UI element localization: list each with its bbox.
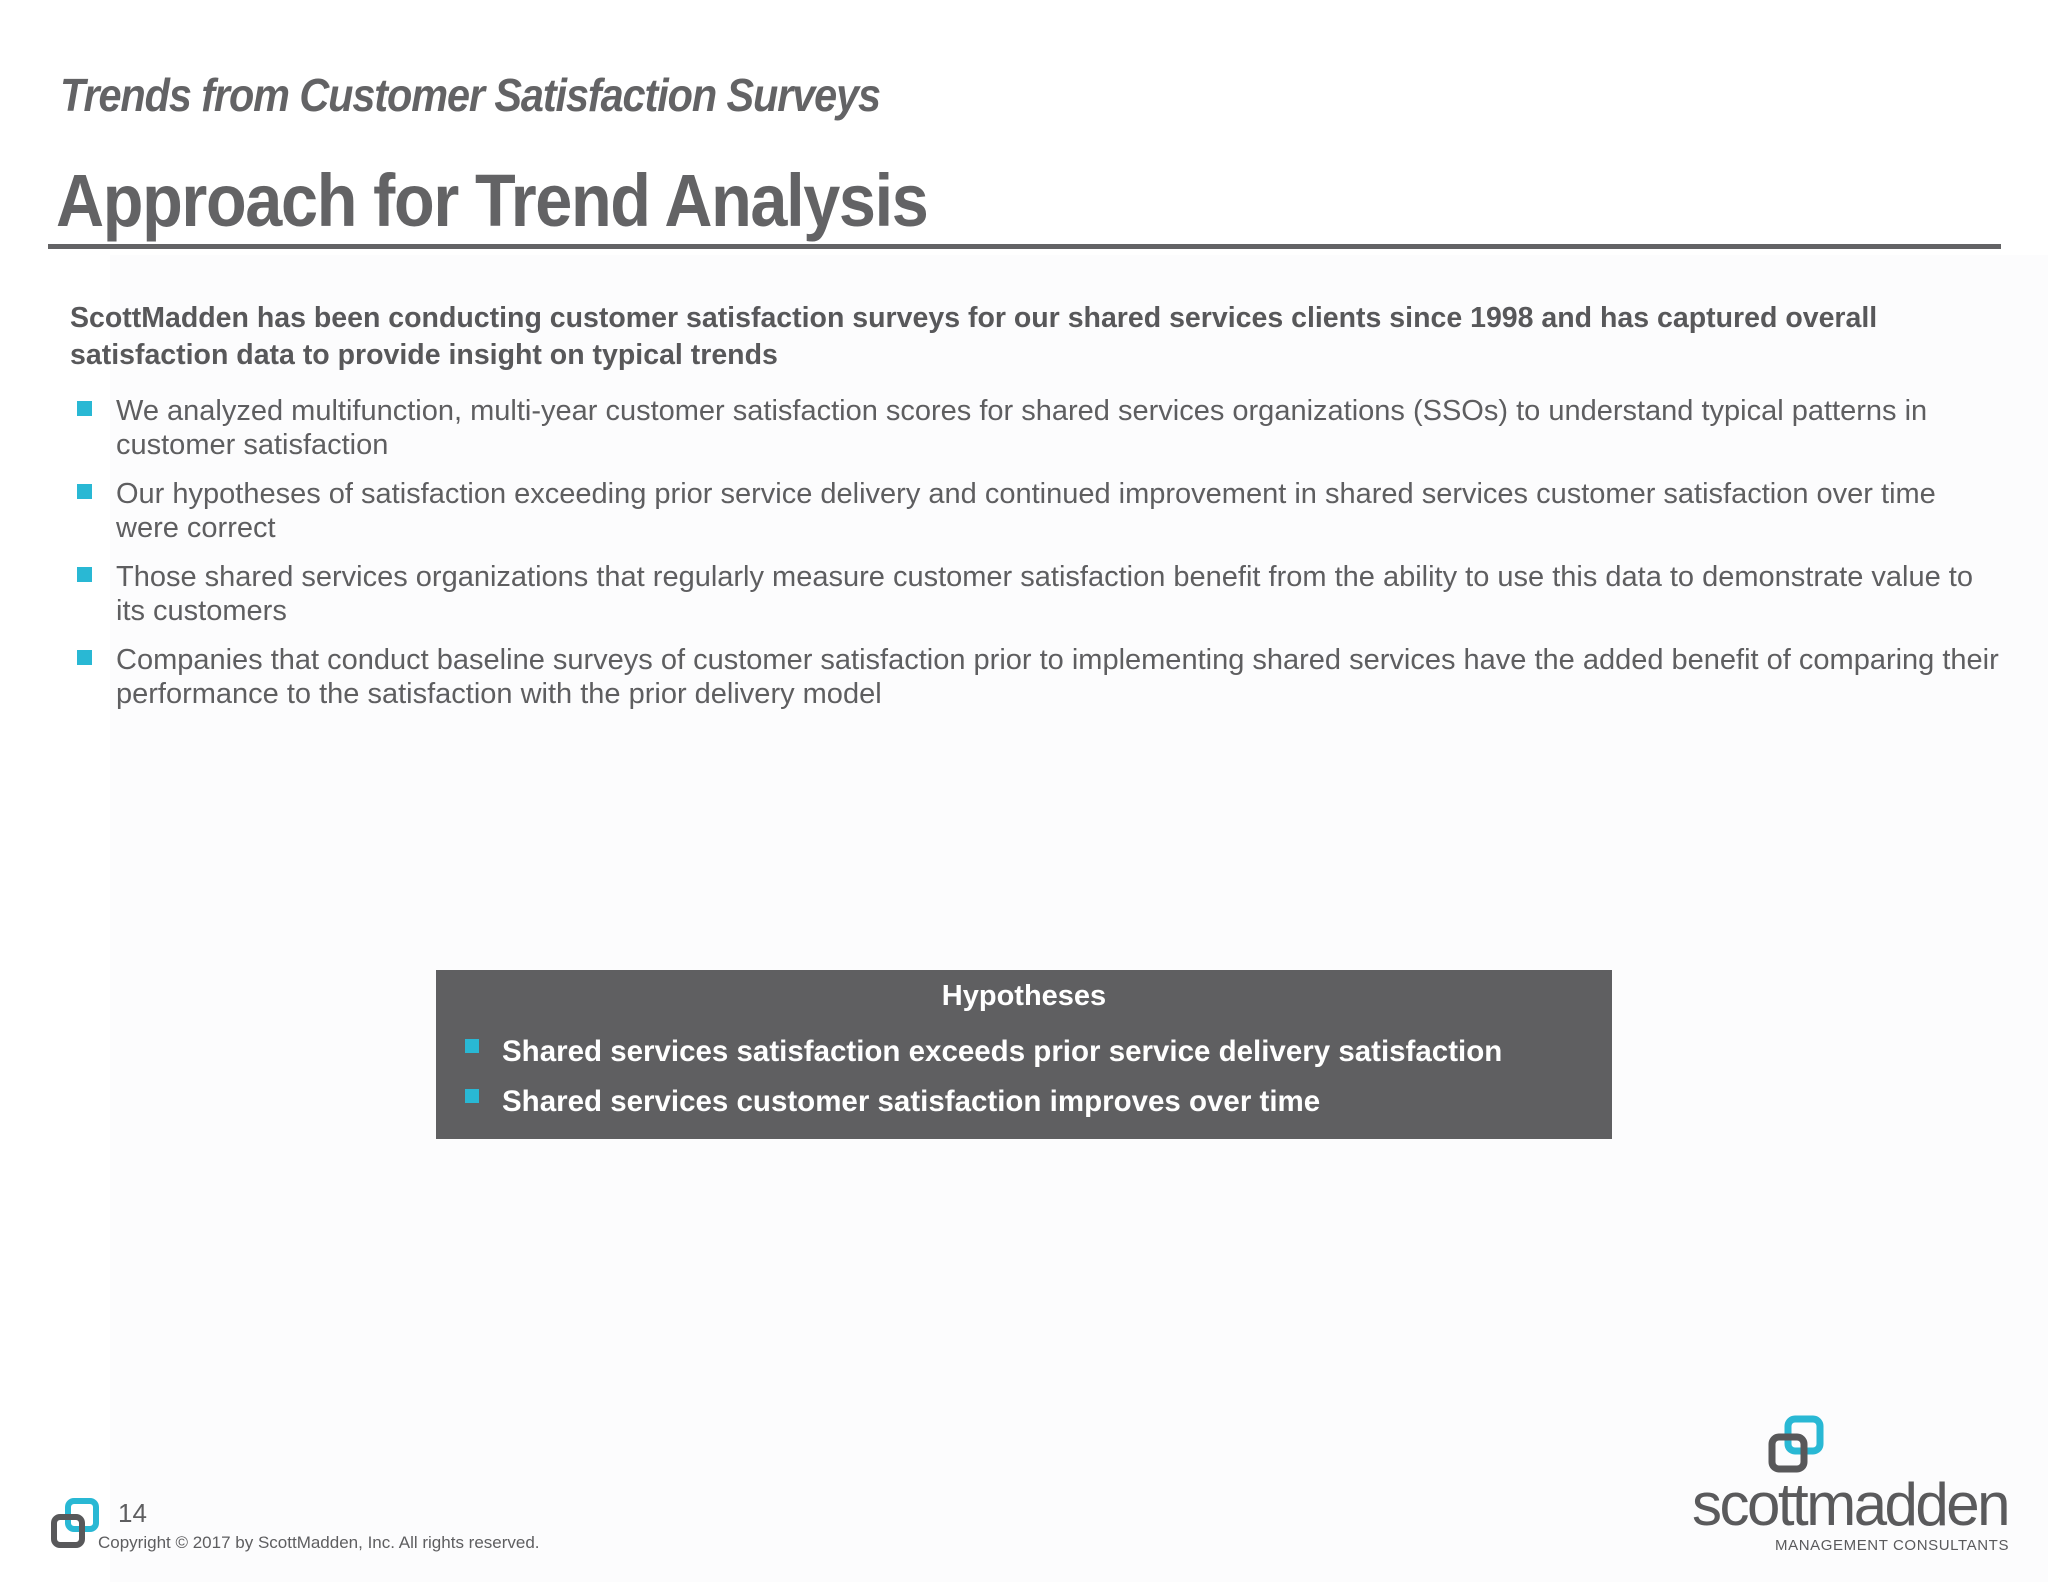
title-divider [48,244,2001,249]
bullet-square-icon [77,401,92,416]
brand-wordmark: scottmadden [1692,1471,2009,1538]
bullet-item [76,394,2006,462]
hypothesis-text: Shared services satisfaction exceeds prior service delivery satisfaction [502,1035,1503,1068]
bullet-text: Those shared services organizations that regularly measure customer satisfaction benefit from the ability to use this data to demonstrate value to its customers [116,561,1973,627]
slide-subtitle: Trends from Customer Satisfaction Surveys [60,69,881,121]
hypotheses-title: Hypotheses [941,980,1107,1012]
page-number: 14 [118,1498,147,1528]
bullet-square-icon [465,1039,479,1053]
scottmadden-logo-icon [48,1497,104,1553]
bullet-item [76,643,2006,711]
bullet-square-icon [77,484,92,499]
bullet-item [76,477,2006,545]
bullet-item [76,560,2006,628]
hypothesis-text: Shared services customer satisfaction improves over time [502,1085,1321,1118]
hypotheses-list [464,1034,1594,1134]
hypothesis-item [464,1034,1594,1084]
lead-paragraph: ScottMadden has been conducting customer satisfaction surveys for our shared services clients since 1998 and has captured overall satisfaction data to provide insight on typical trends [70,302,1878,371]
bullet-text: Our hypotheses of satisfaction exceeding prior service delivery and continued improvement in shared services customer satisfaction over time were correct [116,478,1936,544]
bullet-text: Companies that conduct baseline surveys of customer satisfaction prior to implementing shared services have the added benefit of comparing their performance to the satisfaction with the prior delivery model [116,644,1999,710]
brand-tagline: MANAGEMENT CONSULTANTS [1775,1537,2010,1554]
bullet-square-icon [77,567,92,582]
bullet-text: We analyzed multifunction, multi-year customer satisfaction scores for shared services organizations (SSOs) to understand typical patterns in customer satisfaction [116,395,1928,461]
bullet-list [76,394,2006,726]
hypotheses-box [436,970,1612,1139]
bullet-square-icon [465,1089,479,1103]
slide-title: Approach for Trend Analysis [56,159,928,242]
bullet-square-icon [77,650,92,665]
copyright-notice: Copyright © 2017 by ScottMadden, Inc. All rights reserved. [98,1533,540,1552]
hypothesis-item [464,1084,1594,1134]
